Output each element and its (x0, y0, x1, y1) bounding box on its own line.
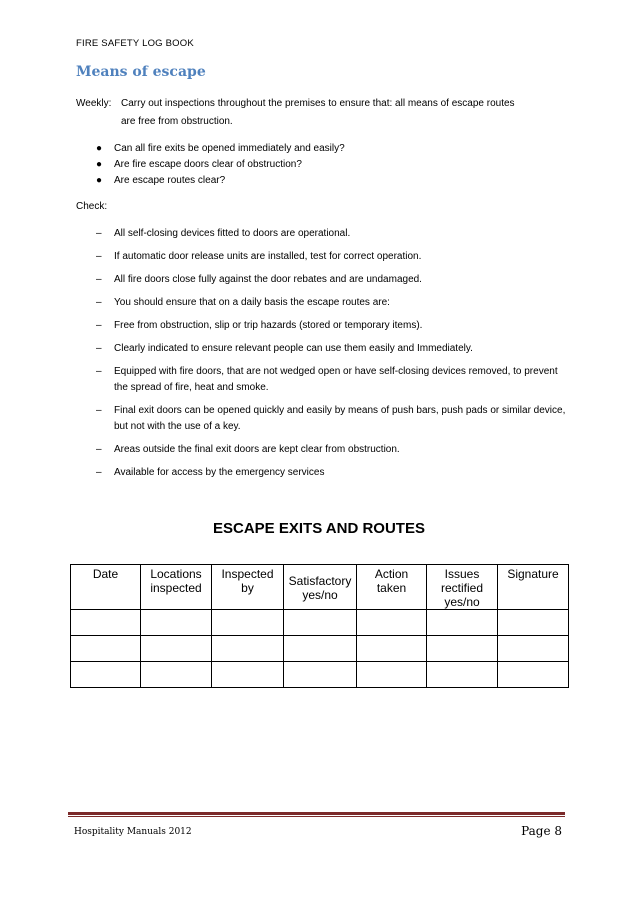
list-item (96, 318, 566, 334)
table-row (71, 636, 569, 662)
table-cell[interactable] (212, 662, 284, 688)
bullet-icon: ● (96, 175, 103, 186)
table-header-row (71, 565, 569, 610)
dash-icon: – (96, 274, 102, 285)
table-cell[interactable] (141, 662, 212, 688)
weekly-text-line1: Carry out inspections throughout the premises to ensure that: all means of escape routes (121, 98, 515, 109)
table-cell[interactable] (357, 662, 427, 688)
check-text: Equipped with fire doors, that are not wedged open or have self-closing devices removed, to prevent the spread of fire, heat and smoke. (114, 366, 558, 393)
footer-rule (68, 812, 565, 815)
list-item (96, 249, 566, 265)
col-header-signature: Signature (498, 565, 569, 610)
check-label: Check: (76, 201, 108, 212)
table-row (71, 662, 569, 688)
weekly-question-list (96, 141, 345, 189)
check-list (96, 226, 566, 488)
list-item (96, 403, 566, 435)
check-text: All fire doors close fully against the door rebates and are undamaged. (114, 274, 422, 285)
bullet-icon: ● (96, 159, 103, 170)
list-item (96, 157, 345, 173)
table-cell[interactable] (71, 610, 141, 636)
table-cell[interactable] (357, 636, 427, 662)
col-header-locations: Locations inspected (141, 565, 212, 610)
table-cell[interactable] (284, 662, 357, 688)
dash-icon: – (96, 343, 102, 354)
list-item (96, 442, 566, 458)
check-text: Clearly indicated to ensure relevant people can use them easily and Immediately. (114, 343, 473, 354)
bullet-icon: ● (96, 143, 103, 154)
check-text: You should ensure that on a daily basis the escape routes are: (114, 297, 390, 308)
table-title: ESCAPE EXITS AND ROUTES (213, 520, 425, 537)
list-item (96, 364, 566, 396)
list-item (96, 272, 566, 288)
question-text: Are fire escape doors clear of obstruction? (114, 159, 302, 170)
list-item (96, 141, 345, 157)
table-cell[interactable] (212, 636, 284, 662)
col-header-action-taken: Action taken (357, 565, 427, 610)
table-cell[interactable] (498, 636, 569, 662)
weekly-text-line2: are free from obstruction. (121, 116, 233, 127)
list-item (96, 295, 566, 311)
dash-icon: – (96, 297, 102, 308)
table-cell[interactable] (284, 636, 357, 662)
dash-icon: – (96, 444, 102, 455)
weekly-label: Weekly: (76, 98, 112, 109)
footer-publication: Hospitality Manuals 2012 (74, 827, 192, 837)
check-text: All self-closing devices fitted to doors are operational. (114, 228, 351, 239)
question-text: Can all fire exits be opened immediately and easily? (114, 143, 345, 154)
section-title: Means of escape (76, 64, 206, 80)
table-cell[interactable] (284, 610, 357, 636)
table-cell[interactable] (427, 636, 498, 662)
check-text: Free from obstruction, slip or trip hazards (stored or temporary items). (114, 320, 423, 331)
list-item (96, 173, 345, 189)
escape-routes-log-table (70, 564, 569, 688)
dash-icon: – (96, 467, 102, 478)
list-item (96, 465, 566, 481)
footer-rule-thin (68, 816, 565, 817)
page-number: Page 8 (521, 824, 562, 838)
col-header-satisfactory: Satisfactory yes/no (284, 565, 357, 610)
running-header: FIRE SAFETY LOG BOOK (76, 38, 194, 49)
table-cell[interactable] (71, 636, 141, 662)
col-header-inspected-by: Inspected by (212, 565, 284, 610)
dash-icon: – (96, 228, 102, 239)
table-cell[interactable] (498, 610, 569, 636)
table-row (71, 610, 569, 636)
table-cell[interactable] (357, 610, 427, 636)
table-cell[interactable] (71, 662, 141, 688)
table-cell[interactable] (141, 636, 212, 662)
check-text: Available for access by the emergency services (114, 467, 325, 478)
dash-icon: – (96, 320, 102, 331)
check-text: Final exit doors can be opened quickly and easily by means of push bars, push pads or similar device, but not with the use of a key. (114, 405, 566, 432)
list-item (96, 226, 566, 242)
dash-icon: – (96, 251, 102, 262)
question-text: Are escape routes clear? (114, 175, 226, 186)
col-header-issues-rectified: Issues rectified yes/no (427, 565, 498, 610)
check-text: If automatic door release units are installed, test for correct operation. (114, 251, 422, 262)
table-cell[interactable] (498, 662, 569, 688)
col-header-date: Date (71, 565, 141, 610)
table-cell[interactable] (427, 610, 498, 636)
check-text: Areas outside the final exit doors are kept clear from obstruction. (114, 444, 400, 455)
list-item (96, 341, 566, 357)
table-cell[interactable] (212, 610, 284, 636)
dash-icon: – (96, 366, 102, 377)
table-cell[interactable] (427, 662, 498, 688)
dash-icon: – (96, 405, 102, 416)
table-cell[interactable] (141, 610, 212, 636)
